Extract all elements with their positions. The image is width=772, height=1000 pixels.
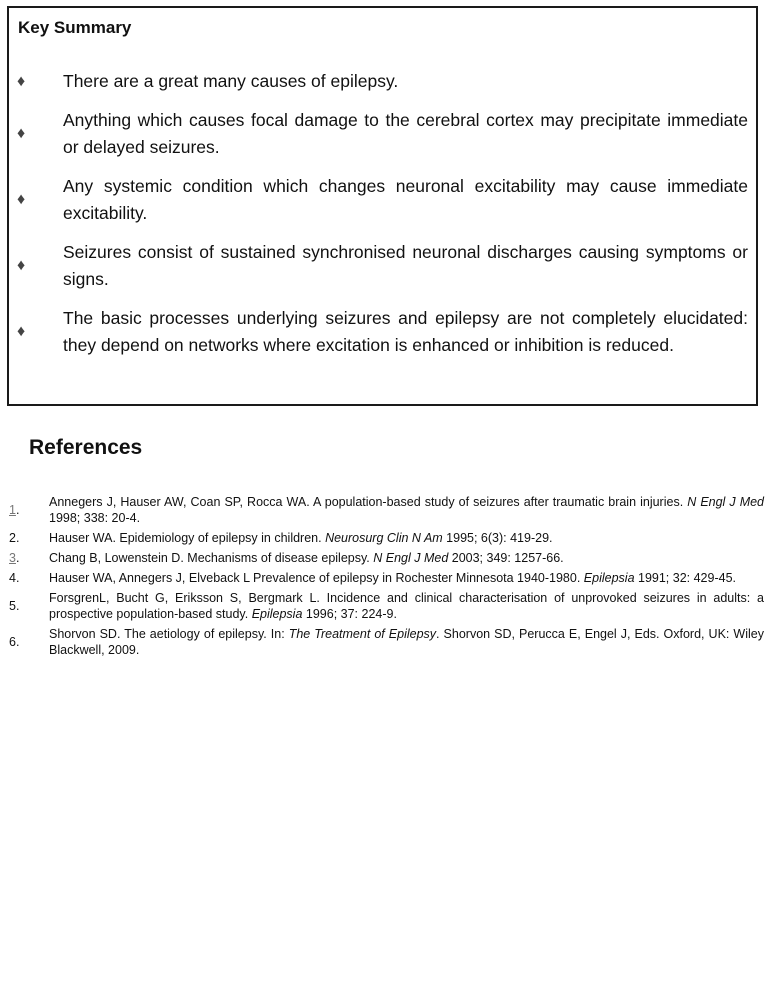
reference-authors-title: ForsgrenL, Bucht G, Eriksson S, Bergmark L. Incidence and clinical characterisation of unprovoked seizures in adults: a prospective population-based study. bbox=[49, 591, 764, 621]
reference-number-text: 6 bbox=[9, 635, 16, 649]
reference-citation: . Shorvon SD, Perucca E, Engel J, Eds. Oxford, UK: Wiley Blackwell, 2009. bbox=[49, 627, 764, 657]
reference-number-text: 2 bbox=[9, 531, 16, 545]
reference-number-link[interactable]: 3 bbox=[9, 551, 16, 565]
key-summary-list bbox=[9, 68, 756, 371]
reference-number: 6. bbox=[9, 635, 20, 649]
references-list bbox=[0, 494, 772, 662]
key-summary-item-text: Anything which causes focal damage to the cerebral cortex may precipitate immediate or delayed seizures. bbox=[63, 110, 748, 157]
reference-journal: Neurosurg Clin N Am bbox=[325, 531, 443, 545]
reference-authors-title: Annegers J, Hauser AW, Coan SP, Rocca WA. A population-based study of seizures after traumatic brain injuries. bbox=[49, 495, 688, 509]
reference-number: 2. bbox=[9, 531, 20, 545]
diamond-bullet-icon: ♦ bbox=[17, 191, 26, 208]
reference-number-text: 4 bbox=[9, 571, 16, 585]
reference-number: 1. bbox=[9, 503, 20, 517]
reference-authors-title: Chang B, Lowenstein D. Mechanisms of disease epilepsy. bbox=[49, 551, 374, 565]
diamond-bullet-icon: ♦ bbox=[17, 72, 26, 90]
reference-text bbox=[49, 590, 764, 622]
reference-item bbox=[0, 570, 772, 586]
key-summary-item-text: There are a great many causes of epilepsy. bbox=[63, 71, 399, 91]
key-summary-item-text: The basic processes underlying seizures and epilepsy are not completely elucidated: they depend on networks where excitation is enhanced or inhibition is reduced. bbox=[63, 308, 748, 355]
reference-item bbox=[0, 494, 772, 526]
reference-item bbox=[0, 590, 772, 622]
reference-number-link[interactable]: 1 bbox=[9, 503, 16, 517]
key-summary-item-text: Any systemic condition which changes neuronal excitability may cause immediate excitability. bbox=[63, 176, 748, 223]
reference-citation: 2003; 349: 1257-66. bbox=[448, 551, 564, 565]
reference-text bbox=[49, 550, 564, 566]
key-summary-item-text: Seizures consist of sustained synchronised neuronal discharges causing symptoms or signs. bbox=[63, 242, 748, 289]
reference-text bbox=[49, 570, 736, 586]
diamond-bullet-icon: ♦ bbox=[17, 323, 26, 340]
reference-journal: Epilepsia bbox=[583, 571, 635, 585]
reference-text bbox=[49, 626, 764, 658]
reference-item bbox=[0, 550, 772, 566]
reference-number-text: 5 bbox=[9, 599, 16, 613]
reference-authors-title: Shorvon SD. The aetiology of epilepsy. In: bbox=[49, 627, 289, 641]
references-heading: References bbox=[29, 436, 143, 459]
diamond-bullet-icon: ♦ bbox=[17, 125, 26, 142]
reference-item bbox=[0, 626, 772, 658]
reference-journal: Epilepsia bbox=[251, 607, 303, 621]
reference-authors-title: Hauser WA, Annegers J, Elveback L Prevalence of epilepsy in Rochester Minnesota 1940-1980. bbox=[49, 571, 584, 585]
reference-item bbox=[0, 530, 772, 546]
reference-journal: The Treatment of Epilepsy bbox=[288, 627, 437, 641]
key-summary-item bbox=[9, 239, 756, 293]
reference-text bbox=[49, 494, 764, 526]
key-summary-item bbox=[9, 107, 756, 161]
key-summary-item bbox=[9, 68, 756, 95]
reference-citation: 1996; 37: 224-9. bbox=[302, 607, 397, 621]
reference-journal: N Engl J Med bbox=[373, 551, 449, 565]
reference-number: 3. bbox=[9, 551, 20, 565]
reference-authors-title: Hauser WA. Epidemiology of epilepsy in children. bbox=[49, 531, 326, 545]
reference-citation: 1998; 338: 20-4. bbox=[49, 511, 141, 525]
key-summary-box bbox=[7, 6, 758, 406]
reference-citation: 1995; 6(3): 419-29. bbox=[442, 531, 553, 545]
reference-citation: 1991; 32: 429-45. bbox=[634, 571, 737, 585]
key-summary-item bbox=[9, 305, 756, 359]
reference-number: 5. bbox=[9, 599, 20, 613]
diamond-bullet-icon: ♦ bbox=[17, 257, 26, 274]
reference-number: 4. bbox=[9, 571, 20, 585]
key-summary-title: Key Summary bbox=[18, 18, 132, 37]
key-summary-item bbox=[9, 173, 756, 227]
reference-text bbox=[49, 530, 553, 546]
reference-journal: N Engl J Med bbox=[687, 495, 765, 509]
